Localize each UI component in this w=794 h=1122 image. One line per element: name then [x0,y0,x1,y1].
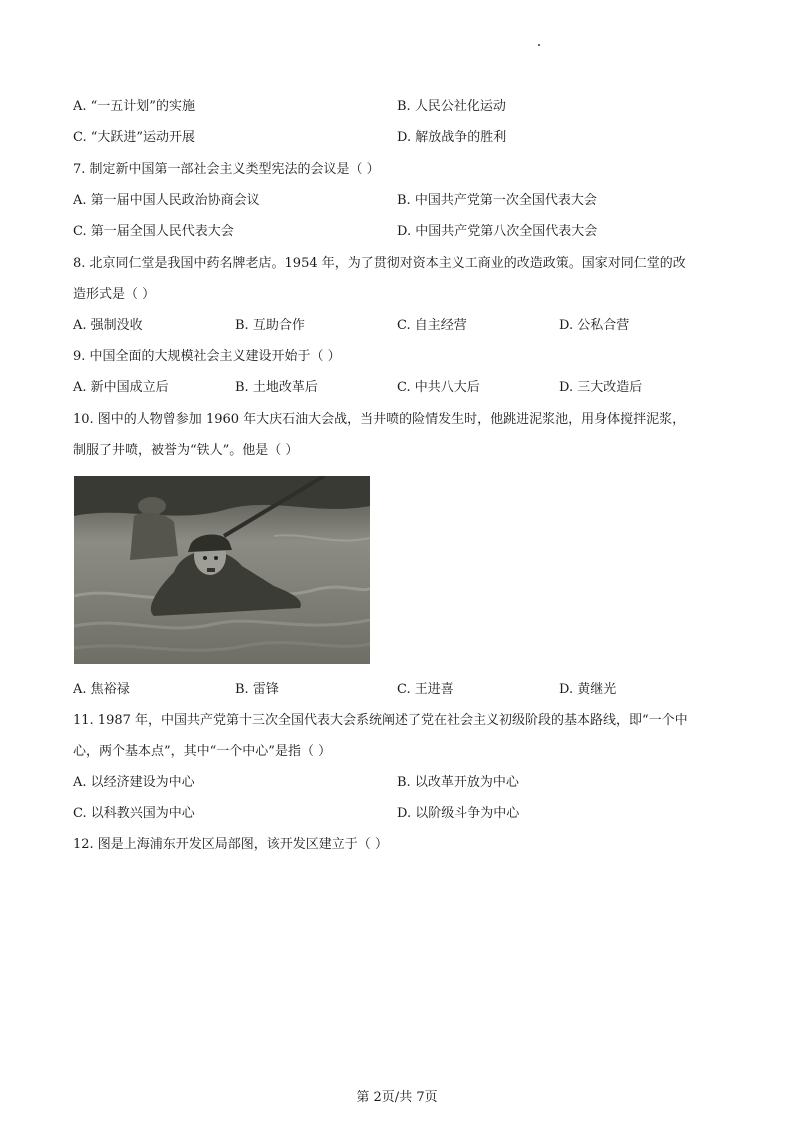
q8-option-a[interactable]: A. 强制没收 [73,318,143,333]
q11-option-b[interactable]: B. 以改革开放为中心 [397,775,519,790]
q6-option-a[interactable]: A. “一五计划”的实施 [73,99,195,114]
q10-option-d[interactable]: D. 黄继光 [559,682,617,697]
q7-stem: 7. 制定新中国第一部社会主义类型宪法的会议是（ ） [73,162,380,177]
q8-option-d[interactable]: D. 公私合营 [559,318,630,333]
q10-option-c[interactable]: C. 王进喜 [397,682,454,697]
q11-stem-line1: 11. 1987 年，中国共产党第十三次全国代表大会系统阐述了党在社会主义初级阶段的基本路线，即“一个中 [73,713,688,728]
q11-option-a[interactable]: A. 以经济建设为中心 [73,775,195,790]
q8-option-b[interactable]: B. 互助合作 [235,318,305,333]
q6-option-c[interactable]: C. “大跃进”运动开展 [73,130,196,145]
q6-option-d[interactable]: D. 解放战争的胜利 [397,130,507,145]
q10-stem-line2: 制服了井喷，被誉为“铁人”。他是（ ） [73,443,299,458]
page-number: 第 2页/共 7页 [356,1090,438,1105]
q11-option-d[interactable]: D. 以阶级斗争为中心 [397,806,520,821]
q7-option-d[interactable]: D. 中国共产党第八次全国代表大会 [397,224,598,239]
q9-option-a[interactable]: A. 新中国成立后 [73,380,169,395]
q7-option-a[interactable]: A. 第一届中国人民政治协商会议 [73,193,260,208]
q8-stem-line1: 8. 北京同仁堂是我国中药名牌老店。1954 年，为了贯彻对资本主义工商业的改造政策。国家对同仁堂的改 [73,256,686,271]
q7-option-c[interactable]: C. 第一届全国人民代表大会 [73,224,234,239]
q9-option-d[interactable]: D. 三大改造后 [559,380,643,395]
scan-speck [538,44,540,46]
q10-option-a[interactable]: A. 焦裕禄 [73,682,130,697]
q8-stem-line2: 造形式是（ ） [73,287,156,302]
q8-option-c[interactable]: C. 自主经营 [397,318,467,333]
q11-stem-line2: 心，两个基本点”，其中“一个中心”是指（ ） [73,744,332,759]
q9-option-c[interactable]: C. 中共八大后 [397,380,480,395]
q9-option-b[interactable]: B. 土地改革后 [235,380,318,395]
q11-option-c[interactable]: C. 以科教兴国为中心 [73,806,195,821]
q12-stem: 12. 图是上海浦东开发区局部图，该开发区建立于（ ） [73,837,388,852]
q10-stem-line1: 10. 图中的人物曾参加 1960 年大庆石油大会战，当井喷的险情发生时，他跳进泥浆池，用身体搅拌泥浆， [73,412,686,427]
q7-option-b[interactable]: B. 中国共产党第一次全国代表大会 [397,193,597,208]
iron-man-photo [74,476,370,664]
q6-option-b[interactable]: B. 人民公社化运动 [397,99,506,114]
q10-option-b[interactable]: B. 雷锋 [235,682,279,697]
q9-stem: 9. 中国全面的大规模社会主义建设开始于（ ） [73,349,341,364]
